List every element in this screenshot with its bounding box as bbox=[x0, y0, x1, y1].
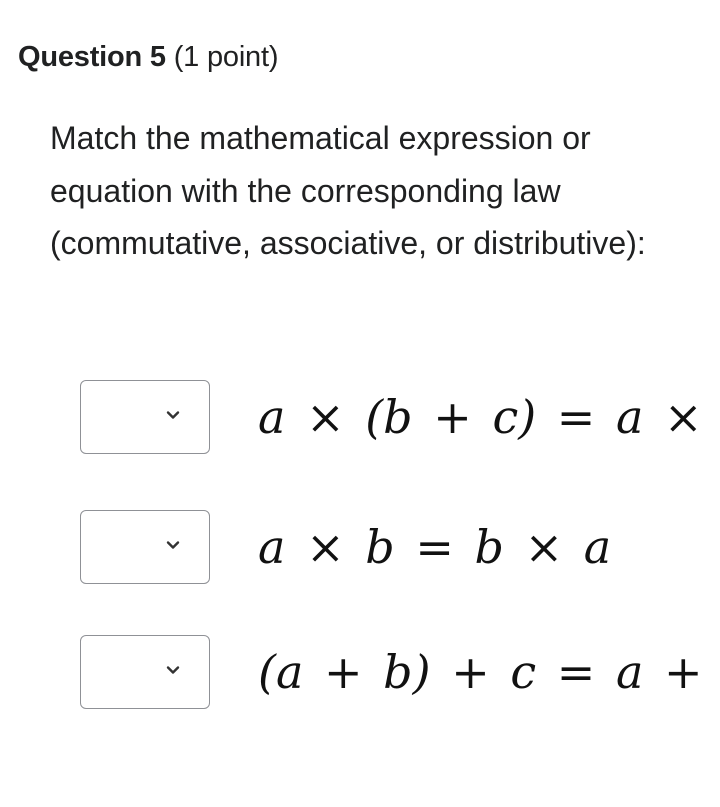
math-expression bbox=[258, 635, 709, 709]
chevron-down-icon bbox=[165, 664, 181, 676]
math-expression bbox=[258, 510, 611, 584]
match-row bbox=[80, 510, 720, 588]
match-row bbox=[80, 380, 720, 458]
match-row bbox=[80, 635, 720, 713]
expr-token: a bbox=[258, 390, 286, 444]
question-prompt: Match the mathematical expression or equation with the corresponding law (commutative, associative, or distributive): bbox=[50, 120, 646, 261]
expr-token: (b bbox=[365, 390, 413, 444]
expr-token: b) bbox=[383, 645, 431, 699]
expr-token: c bbox=[510, 645, 537, 699]
expr-token: × bbox=[306, 390, 345, 444]
expr-token: (a bbox=[258, 645, 304, 699]
chevron-down-icon bbox=[165, 409, 181, 421]
law-select-dropdown[interactable] bbox=[80, 635, 210, 709]
expr-token: = bbox=[415, 520, 454, 574]
expr-token: a bbox=[583, 520, 612, 574]
expr-token: + bbox=[324, 645, 363, 699]
law-select-dropdown[interactable] bbox=[80, 380, 210, 454]
expr-token: + bbox=[451, 645, 490, 699]
expr-token: = bbox=[556, 390, 596, 444]
expr-token: b bbox=[365, 520, 395, 574]
question-number: Question 5 bbox=[18, 41, 166, 73]
expr-token: + bbox=[433, 390, 472, 444]
math-expression bbox=[258, 380, 709, 454]
expr-token: × bbox=[524, 520, 564, 574]
expr-token: = bbox=[556, 645, 596, 699]
expr-token: a bbox=[615, 390, 644, 444]
expr-token: a bbox=[615, 645, 644, 699]
question-points: (1 point) bbox=[173, 41, 279, 73]
chevron-down-icon bbox=[165, 539, 181, 551]
question-header bbox=[18, 36, 278, 78]
expr-token: + bbox=[664, 645, 703, 699]
law-select-dropdown[interactable] bbox=[80, 510, 210, 584]
expr-token: × bbox=[306, 520, 345, 574]
expr-token: c) bbox=[492, 390, 537, 444]
expr-token: × bbox=[664, 390, 703, 444]
expr-token: b bbox=[474, 520, 504, 574]
expr-token: a bbox=[258, 520, 286, 574]
